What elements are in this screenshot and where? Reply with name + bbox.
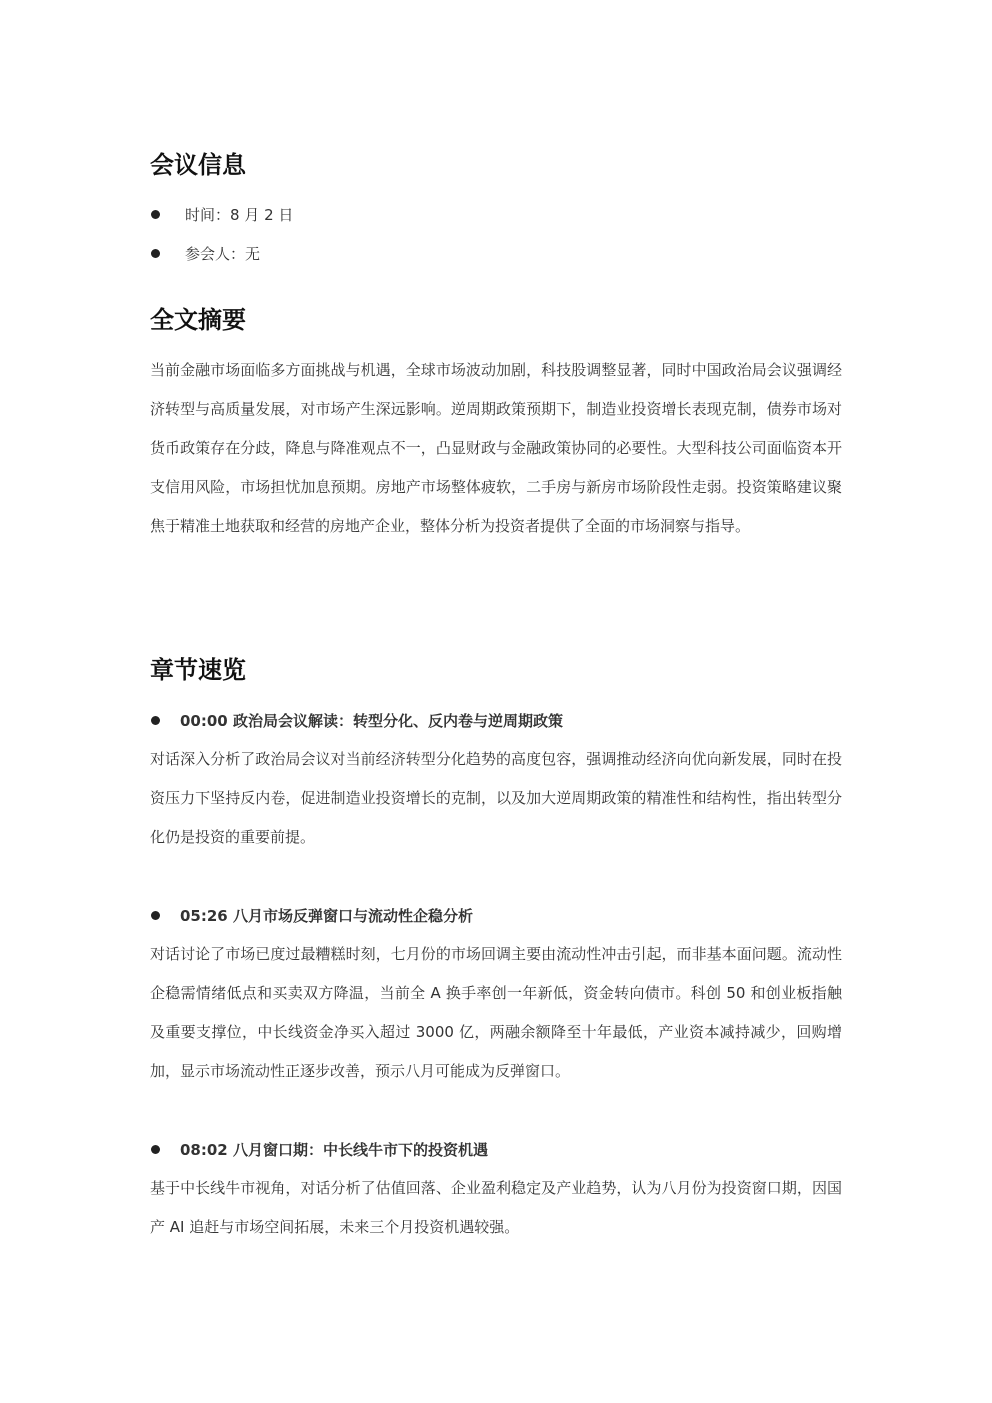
chapter-time: 05:26 xyxy=(180,907,228,925)
bullet-icon xyxy=(151,1145,160,1154)
chapter-paragraph: 基于中长线牛市视角，对话分析了估值回落、企业盈利稳定及产业趋势，认为八月份为投资窗口期，因国产 AI 追赶与市场空间拓展，未来三个月投资机遇较强。 xyxy=(150,1179,842,1236)
chapter-title-text: 八月市场反弹窗口与流动性企稳分析 xyxy=(232,907,473,925)
bullet-icon xyxy=(151,249,160,258)
summary-heading: 全文摘要 xyxy=(150,306,246,334)
chapters-heading: 章节速览 xyxy=(150,656,246,684)
meeting-time-label: 时间： xyxy=(185,206,231,224)
bullet-icon xyxy=(151,716,160,725)
bullet-icon xyxy=(151,210,160,219)
chapter-paragraph: 对话深入分析了政治局会议对当前经济转型分化趋势的高度包容，强调推动经济向优向新发展，同时在投资压力下坚持反内卷，促进制造业投资增长的克制，以及加大逆周期政策的精准性和结构性，指出转型分化仍是投资的重要前提。 xyxy=(150,750,842,846)
meeting-attendees-label: 参会人： xyxy=(185,245,246,263)
chapter-time: 00:00 xyxy=(180,712,228,730)
meeting-attendees-value: 无 xyxy=(245,245,261,263)
chapter-title-text: 八月窗口期：中长线牛市下的投资机遇 xyxy=(232,1141,488,1159)
meeting-time-value: 8 月 2 日 xyxy=(230,206,294,224)
chapter-paragraph: 对话讨论了市场已度过最糟糕时刻，七月份的市场回调主要由流动性冲击引起，而非基本面问题。流动性企稳需情绪低点和买卖双方降温，当前全 A 换手率创一年新低，资金转向债市。科创 50 和创业板指触及重要支撑位，中长线资金净买入超过 3000 亿，两融余额降至十年最低，产业资本减持减少，回购增加，显示市场流动性正逐步改善，预示八月可能成为反弹窗口。 xyxy=(150,945,842,1080)
summary-paragraph: 当前金融市场面临多方面挑战与机遇，全球市场波动加剧，科技股调整显著，同时中国政治局会议强调经济转型与高质量发展，对市场产生深远影响。逆周期政策预期下，制造业投资增长表现克制，债券市场对货币政策存在分歧，降息与降准观点不一，凸显财政与金融政策协同的必要性。大型科技公司面临资本开支信用风险，市场担忧加息预期。房地产市场整体疲软，二手房与新房市场阶段性走弱。投资策略建议聚焦于精准土地获取和经营的房地产企业，整体分析为投资者提供了全面的市场洞察与指导。 xyxy=(150,361,842,535)
chapter-time: 08:02 xyxy=(180,1141,228,1159)
chapter-title-text: 政治局会议解读：转型分化、反内卷与逆周期政策 xyxy=(232,712,563,730)
bullet-icon xyxy=(151,911,160,920)
meeting-info-heading: 会议信息 xyxy=(150,151,246,179)
